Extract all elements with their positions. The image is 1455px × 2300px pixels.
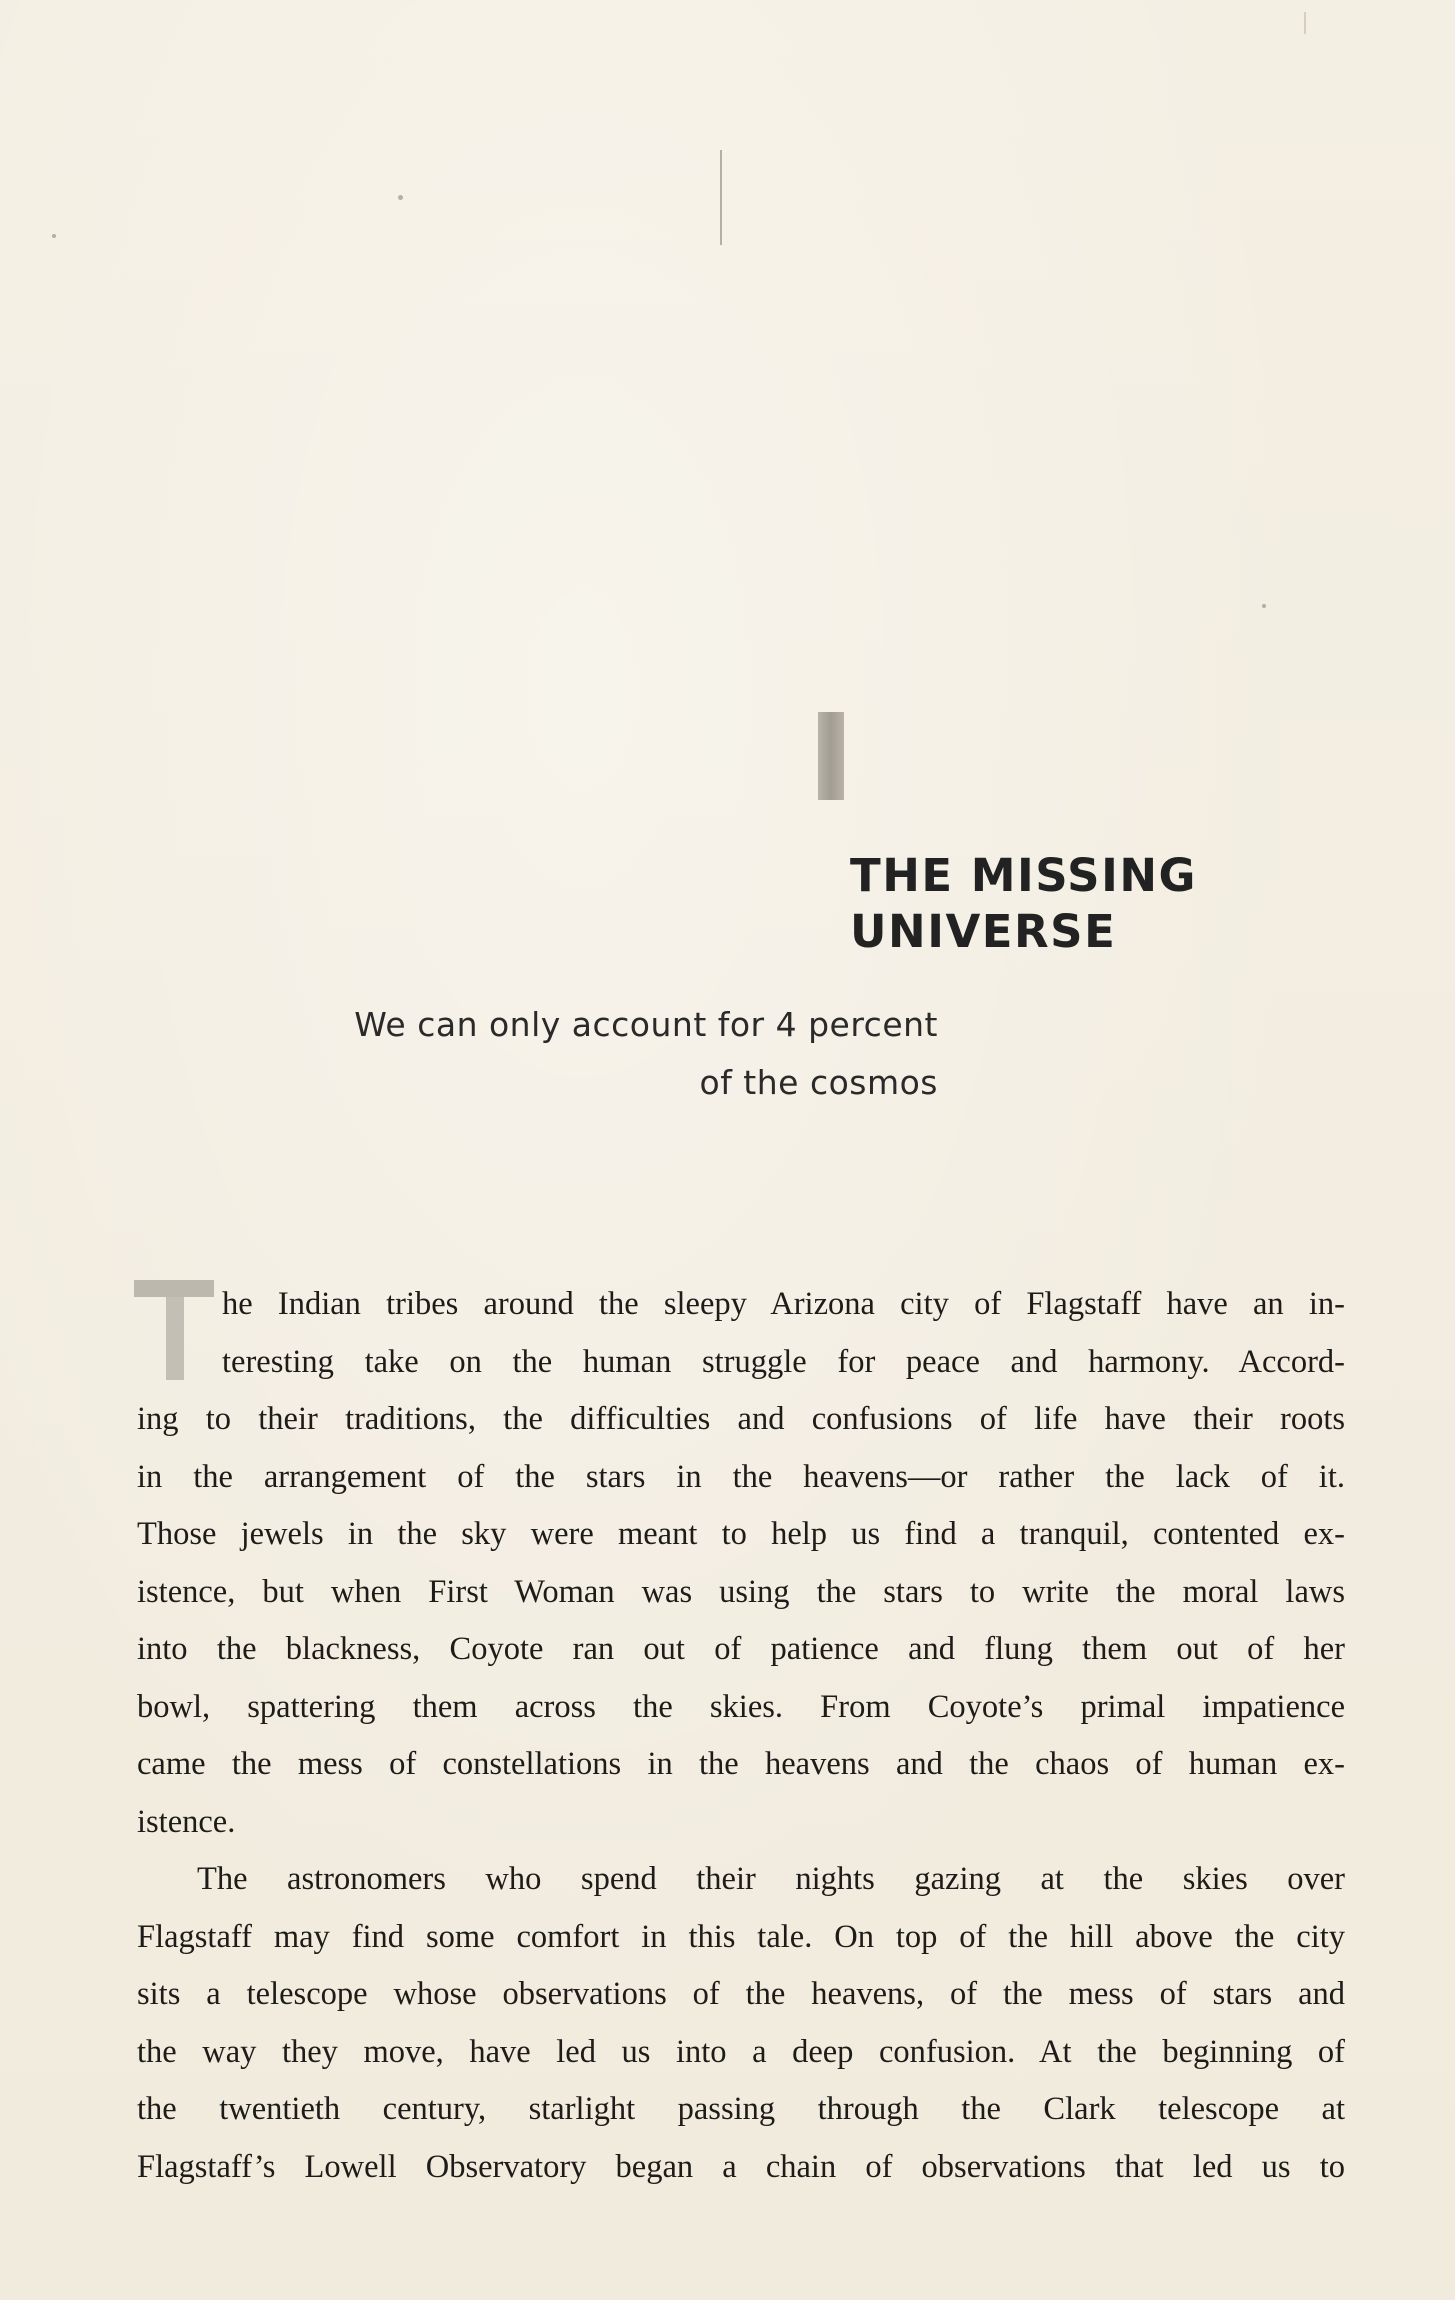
text-line: bowl, spattering them across the skies. From Coyote’s primal impatience	[137, 1688, 1345, 1725]
chapter-title	[850, 848, 1270, 960]
text-line: into the blackness, Coyote ran out of patience and flung them out of her	[137, 1631, 1345, 1667]
text-line: came the mess of constellations in the heavens and the chaos of human ex-	[137, 1746, 1345, 1782]
text-line: the twentieth century, starlight passing through the Clark telescope at	[137, 2091, 1345, 2127]
chapter-number	[818, 712, 844, 800]
scan-mark	[720, 150, 722, 245]
text-line: Those jewels in the sky were meant to help us find a tranquil, contented ex-	[137, 1516, 1345, 1552]
chapter-subtitle	[250, 996, 938, 1112]
text-line: Flagstaff may find some comfort in this tale. On top of the hill above the city	[137, 1918, 1345, 1955]
paragraph	[137, 1851, 1345, 2196]
chapter-subtitle-line: We can only account for 4 percent	[354, 1005, 938, 1044]
body-text	[137, 1276, 1345, 2196]
text-line: teresting take on the human struggle for peace and harmony. Accord-	[222, 1343, 1345, 1380]
scan-mark	[1262, 604, 1266, 608]
scan-mark	[52, 234, 56, 238]
text-line: in the arrangement of the stars in the heavens—or rather the lack of it.	[137, 1458, 1345, 1495]
text-line: sits a telescope whose observations of the heavens, of the mess of stars and	[137, 1976, 1345, 2012]
paragraph	[137, 1276, 1345, 1851]
text-line: istence, but when First Woman was using the stars to write the moral laws	[137, 1573, 1345, 1610]
text-line: ing to their traditions, the difficulties and confusions of life have their roots	[137, 1401, 1345, 1437]
text-line: istence.	[137, 1803, 236, 1840]
chapter-title-line: UNIVERSE	[850, 905, 1117, 958]
chapter-title-line: THE MISSING	[850, 849, 1197, 902]
scan-mark	[1304, 12, 1306, 34]
text-line: he Indian tribes around the sleepy Arizona city of Flagstaff have an in-	[222, 1286, 1345, 1322]
scan-mark	[398, 195, 403, 200]
text-line: Flagstaff’s Lowell Observatory began a chain of observations that led us to	[137, 2148, 1345, 2185]
text-line: The astronomers who spend their nights gazing at the skies over	[197, 1861, 1345, 1897]
text-line: the way they move, have led us into a deep confusion. At the beginning of	[137, 2033, 1345, 2070]
chapter-subtitle-line: of the cosmos	[699, 1063, 938, 1102]
